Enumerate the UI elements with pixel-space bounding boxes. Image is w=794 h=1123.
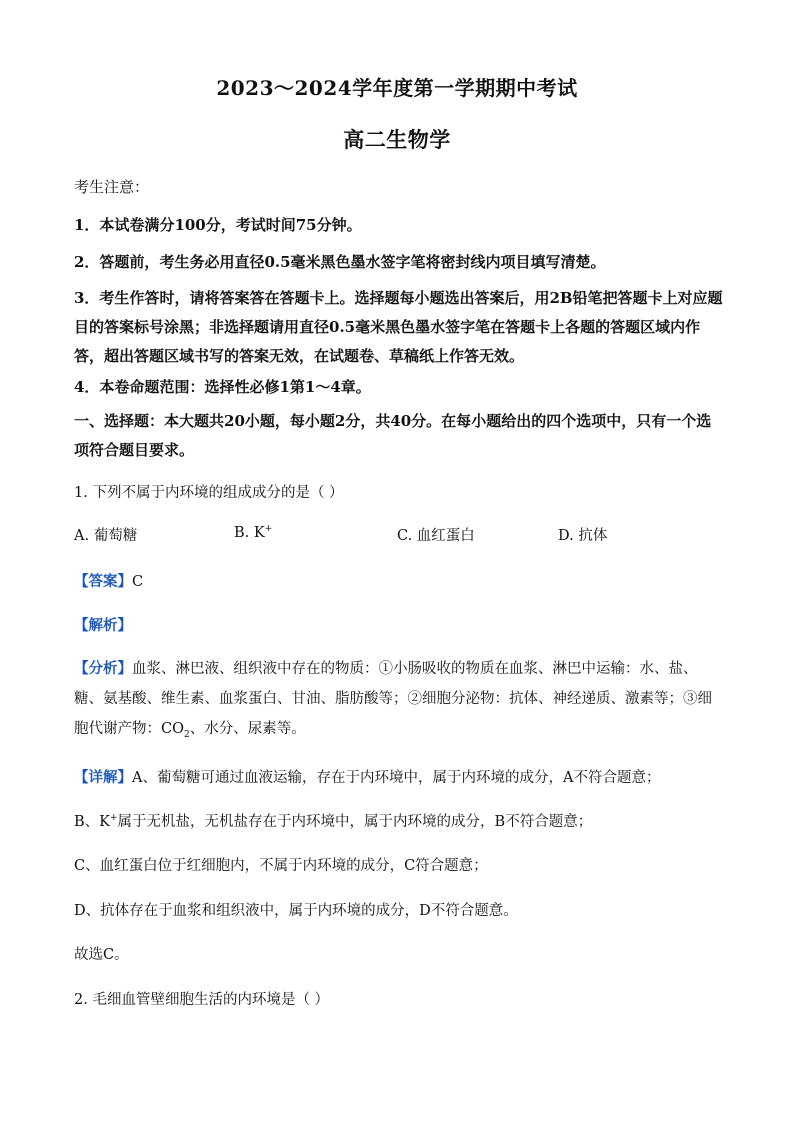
answer-tag: 【答案】 <box>74 573 132 590</box>
conclusion-line: 故选C。 <box>74 947 129 963</box>
xiangjie-line-c: C、血红蛋白位于红细胞内，不属于内环境的成分，C符合题意； <box>74 858 488 874</box>
section-heading: 一、选择题：本大题共20小题，每小题2分，共40分。在每小题给出的四个选项中，只有一个选项符合题目要求。 <box>74 412 712 459</box>
option-b-text: B. K <box>234 524 265 541</box>
xiangjie-b-text: 属于无机盐，无机盐存在于内环境中，属于内环境的成分，B不符合题意； <box>117 814 593 830</box>
notice-item-4: 4．本卷命题范围：选择性必修1第1～4章。 <box>74 378 371 396</box>
fenxi-text-end: 、水分、尿素等。 <box>189 721 306 737</box>
subject-title: 高二生物学 <box>343 127 451 152</box>
notice-heading: 考生注意： <box>74 178 150 196</box>
question-1-option-b <box>234 524 272 541</box>
exam-title: 2023～2024学年度第一学期期中考试 <box>216 76 578 100</box>
question-1-option-c: C. 血红蛋白 <box>397 528 475 544</box>
question-1-option-d: D. 抗体 <box>558 528 608 544</box>
fenxi-tag: 【分析】 <box>74 660 132 677</box>
notice-item-3: 3．考生作答时，请将答案答在答题卡上。选择题每小题选出答案后，用2B铅笔把答题卡上对应题目的答案标号涂黑；非选择题请用直径0.5毫米黑色墨水签字笔在答题卡上各题的答题区域内作答，超出答题区域书写的答案无效，在试题卷、草稿纸上作答无效。 <box>74 289 723 365</box>
xiangjie-line-d: D、抗体存在于血浆和组织液中，属于内环境的成分，D不符合题意。 <box>74 903 518 919</box>
question-1-stem: 1. 下列不属于内环境的组成成分的是（ ） <box>74 485 344 501</box>
xiangjie-b-prefix: B、K <box>74 814 110 830</box>
notice-item-2: 2．答题前，考生务必用直径0.5毫米黑色墨水签字笔将密封线内项目填写清楚。 <box>74 253 606 271</box>
xiangjie-tag: 【详解】 <box>74 769 132 786</box>
option-b-superscript: + <box>264 524 273 534</box>
question-2-stem: 2. 毛细血管壁细胞生活的内环境是（ ） <box>74 992 330 1008</box>
xiangjie-line-a <box>74 766 660 787</box>
analysis-tag: 【解析】 <box>74 617 132 634</box>
answer-line <box>74 570 143 591</box>
notice-item-1: 1．本试卷满分100分，考试时间75分钟。 <box>74 216 362 234</box>
analysis-line <box>74 614 132 635</box>
xiangjie-line-b <box>74 810 592 831</box>
fenxi-subscript: 2 <box>183 729 190 740</box>
answer-value: C <box>132 574 144 590</box>
fenxi-paragraph <box>74 654 724 750</box>
xiangjie-a-text: A、葡萄糖可通过血液运输，存在于内环境中，属于内环境的成分，A不符合题意； <box>132 770 661 786</box>
xiangjie-b-superscript: + <box>110 813 118 824</box>
question-1-option-a: A. 葡萄糖 <box>74 528 138 544</box>
fenxi-text: 血浆、淋巴液、组织液中存在的物质：①小肠吸收的物质在血浆、淋巴中运输：水、盐、糖、氨基酸、维生素、血浆蛋白、甘油、脂肪酸等；②细胞分泌物：抗体、神经递质、激素等；③细胞代谢产物：CO <box>74 661 712 737</box>
